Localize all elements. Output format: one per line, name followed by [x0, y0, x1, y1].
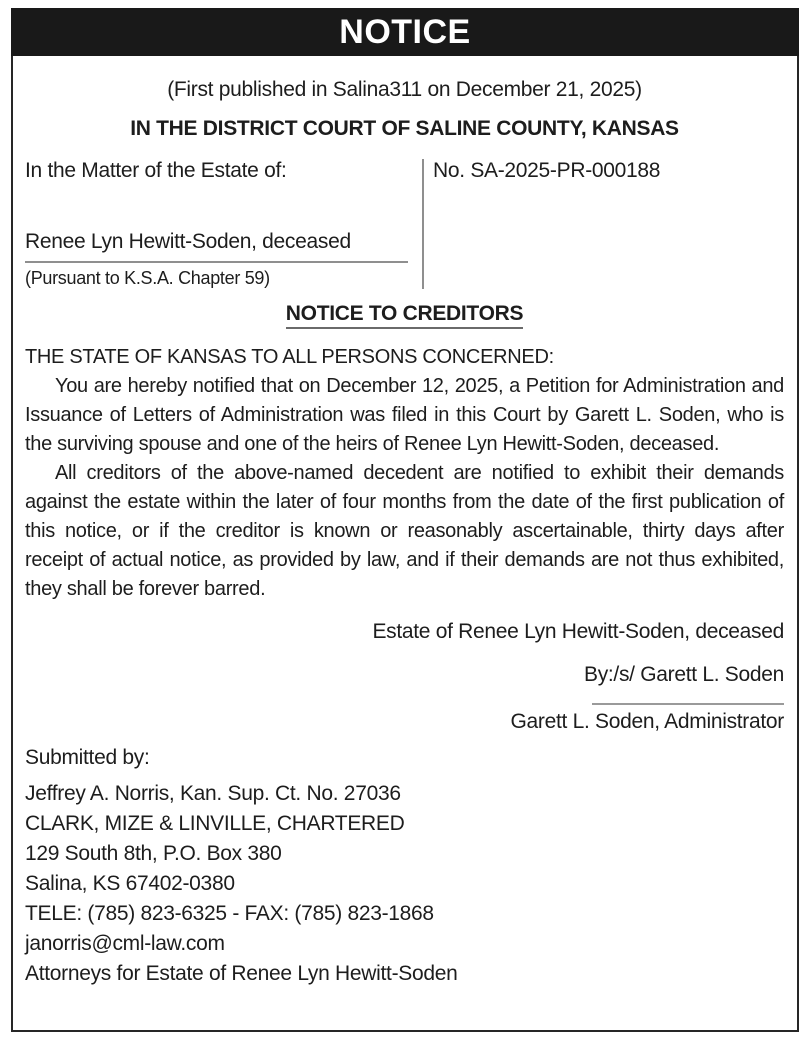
body-paragraph-2: All creditors of the above-named decedent are notified to exhibit their demands against the estate within the later of four months from the date of the first publication of this notice, or if the creditor is known or reasonably ascertainable, thirty days after receipt of actual notice, as provided by law, and if their demands are not thus exhibited, they shall be forever barred.: [25, 462, 784, 600]
email-line: janorris@cml-law.com: [25, 932, 225, 955]
address-line-1: 129 South 8th, P.O. Box 380: [25, 842, 282, 865]
signature-estate-line: Estate of Renee Lyn Hewitt-Soden, deceased: [372, 620, 784, 643]
signature-rule: [592, 703, 784, 705]
court-heading: IN THE DISTRICT COURT OF SALINE COUNTY, KANSAS: [130, 117, 679, 140]
case-caption-grid: [25, 159, 784, 289]
notice-to-creditors-heading: NOTICE TO CREDITORS: [286, 302, 523, 329]
signature-by-line: By:/s/ Garett L. Soden: [583, 663, 784, 686]
section-title-row: [25, 302, 784, 329]
statute-reference-line: (Pursuant to K.S.A. Chapter 59): [25, 268, 270, 288]
phone-fax-line: TELE: (785) 823-6325 - FAX: (785) 823-1868: [25, 902, 434, 925]
decedent-name-line: Renee Lyn Hewitt-Soden, deceased: [25, 230, 408, 263]
caption-intro-line: In the Matter of the Estate of:: [25, 159, 287, 182]
law-firm-line: CLARK, MIZE & LINVILLE, CHARTERED: [25, 812, 405, 835]
first-published-line: (First published in Salina311 on December 21, 2025): [167, 78, 642, 101]
case-number: No. SA-2025-PR-000188: [433, 159, 661, 182]
case-caption-left-column: [25, 159, 424, 289]
salutation-line: THE STATE OF KANSAS TO ALL PERSONS CONCERNED:: [25, 346, 554, 368]
attorney-contact-block: [25, 779, 784, 989]
legal-notice-document: [11, 8, 799, 1032]
address-line-2: Salina, KS 67402-0380: [25, 872, 235, 895]
signature-administrator-line: Garett L. Soden, Administrator: [510, 710, 784, 733]
attorney-name-line: Jeffrey A. Norris, Kan. Sup. Ct. No. 27036: [25, 782, 401, 805]
case-caption-right-column: [424, 159, 660, 289]
submitted-by-label: Submitted by:: [25, 746, 150, 769]
attorneys-for-line: Attorneys for Estate of Renee Lyn Hewitt-Soden: [25, 962, 458, 985]
body-paragraph-1: You are hereby notified that on December 12, 2025, a Petition for Administration and Issuance of Letters of Administration was filed in this Court by Garett L. Soden, who is the surviving spouse and one of the heirs of Renee Lyn Hewitt-Soden, deceased.: [25, 375, 784, 455]
notice-banner-title: NOTICE: [339, 12, 471, 51]
notice-body-box: [11, 56, 799, 1032]
notice-banner: [11, 8, 799, 56]
